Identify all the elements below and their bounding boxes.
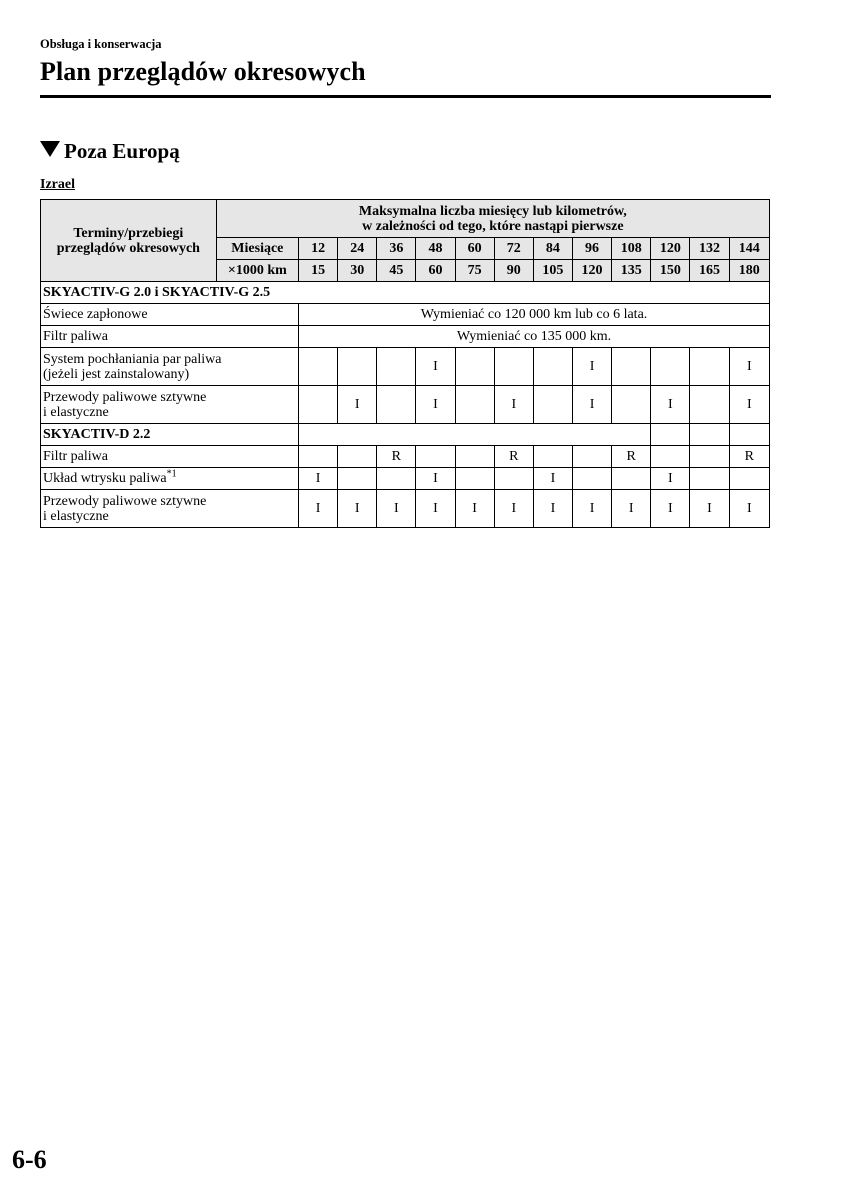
schedule-cell: I	[533, 490, 572, 528]
schedule-cell: R	[377, 446, 416, 468]
schedule-cell	[338, 446, 377, 468]
km-header-cell: 15	[299, 260, 338, 282]
title-divider	[40, 95, 771, 98]
schedule-cell: I	[572, 490, 611, 528]
km-header-cell: 45	[377, 260, 416, 282]
page-title: Plan przeglądów okresowych	[40, 57, 366, 86]
km-header-cell: 30	[338, 260, 377, 282]
km-header-cell: 90	[494, 260, 533, 282]
schedule-cell	[299, 386, 338, 424]
schedule-cell: I	[729, 348, 769, 386]
group-title-skyactiv-d: SKYACTIV-D 2.2	[41, 424, 299, 446]
row-label-fuel-filter-g: Filtr paliwa	[41, 326, 299, 348]
row-label-fuel-lines-d	[41, 490, 299, 528]
row-label-fuel-lines-g	[41, 386, 299, 424]
km-header-cell: 60	[416, 260, 455, 282]
month-header-cell: 72	[494, 238, 533, 260]
month-header-cell: 60	[455, 238, 494, 260]
schedule-cell	[338, 468, 377, 490]
schedule-cell: I	[299, 490, 338, 528]
schedule-cell	[690, 468, 729, 490]
max-interval-header-line1: Maksymalna liczba miesięcy lub kilometrów,	[358, 203, 627, 219]
schedule-cell: I	[690, 490, 729, 528]
section-label: Obsługa i konserwacja	[40, 37, 162, 51]
schedule-cell	[612, 348, 651, 386]
subsection-heading	[40, 139, 180, 164]
month-header-cell: 132	[690, 238, 729, 260]
schedule-cell	[455, 468, 494, 490]
max-interval-header-line2: w zależności od tego, które nastąpi pierwsze	[362, 218, 624, 234]
schedule-cell	[377, 386, 416, 424]
schedule-cell: I	[416, 490, 455, 528]
schedule-cell	[533, 348, 572, 386]
fuel-filter-g-interval: Wymieniać co 135 000 km.	[299, 326, 770, 348]
schedule-cell: I	[729, 386, 769, 424]
month-header-cell: 96	[572, 238, 611, 260]
row-label-injection-system	[41, 468, 299, 490]
km-header-cell: 120	[572, 260, 611, 282]
schedule-cell: I	[651, 468, 690, 490]
schedule-cell	[299, 348, 338, 386]
row-label-line1: Przewody paliwowe sztywne	[43, 389, 207, 405]
down-triangle-icon	[40, 141, 60, 157]
schedule-cell: I	[572, 348, 611, 386]
schedule-cell	[572, 468, 611, 490]
schedule-cell: I	[299, 468, 338, 490]
schedule-cell	[338, 348, 377, 386]
schedule-cell	[416, 446, 455, 468]
group-title-filler	[690, 424, 729, 446]
schedule-cell: R	[729, 446, 769, 468]
schedule-cell: R	[494, 446, 533, 468]
schedule-cell	[729, 468, 769, 490]
schedule-cell	[494, 348, 533, 386]
schedule-cell	[299, 446, 338, 468]
schedule-cell	[651, 348, 690, 386]
schedule-cell	[612, 468, 651, 490]
month-header-cell: 144	[729, 238, 769, 260]
schedule-cell	[690, 386, 729, 424]
months-label: Miesiące	[216, 238, 298, 260]
km-header-cell: 135	[612, 260, 651, 282]
page-number: 6-6	[12, 1145, 47, 1174]
group-title-filler	[729, 424, 769, 446]
schedule-cell	[533, 446, 572, 468]
schedule-cell	[455, 348, 494, 386]
row-label-fuel-filter-d: Filtr paliwa	[41, 446, 299, 468]
row-label-line1: Przewody paliwowe sztywne	[43, 493, 207, 509]
row-label-line2: (jeżeli jest zainstalowany)	[43, 366, 190, 382]
schedule-cell	[690, 446, 729, 468]
month-header-cell: 120	[651, 238, 690, 260]
schedule-cell: I	[651, 490, 690, 528]
km-header-cell: 150	[651, 260, 690, 282]
group-title-filler	[299, 424, 651, 446]
max-interval-header	[216, 200, 769, 238]
schedule-cell	[377, 348, 416, 386]
schedule-cell	[612, 386, 651, 424]
schedule-cell	[572, 446, 611, 468]
km-header-cell: 180	[729, 260, 769, 282]
schedule-cell	[455, 386, 494, 424]
schedule-cell	[533, 386, 572, 424]
month-header-cell: 84	[533, 238, 572, 260]
month-header-cell: 36	[377, 238, 416, 260]
schedule-cell	[651, 446, 690, 468]
schedule-cell: I	[533, 468, 572, 490]
schedule-cell: I	[455, 490, 494, 528]
schedule-cell: I	[338, 490, 377, 528]
row-label-line2: i elastyczne	[43, 508, 109, 524]
schedule-cell: I	[416, 386, 455, 424]
footnote-marker: *1	[166, 468, 177, 480]
row-label-header: Terminy/przebiegi przeglądów okresowych	[41, 200, 217, 282]
schedule-cell: I	[651, 386, 690, 424]
schedule-cell: I	[572, 386, 611, 424]
schedule-cell: I	[416, 348, 455, 386]
row-label-line1: System pochłaniania par paliwa	[43, 351, 222, 367]
schedule-cell: I	[494, 490, 533, 528]
month-header-cell: 24	[338, 238, 377, 260]
schedule-cell: I	[494, 386, 533, 424]
month-header-cell: 12	[299, 238, 338, 260]
schedule-cell: I	[338, 386, 377, 424]
row-label-evap-system	[41, 348, 299, 386]
month-header-cell: 108	[612, 238, 651, 260]
schedule-cell: I	[377, 490, 416, 528]
country-label: Izrael	[40, 177, 75, 192]
group-title-filler	[651, 424, 690, 446]
maintenance-schedule-table	[40, 199, 770, 528]
group-title-skyactiv-g: SKYACTIV-G 2.0 i SKYACTIV-G 2.5	[41, 282, 770, 304]
schedule-cell: I	[416, 468, 455, 490]
row-label-line2: i elastyczne	[43, 404, 109, 420]
spark-plugs-interval: Wymieniać co 120 000 km lub co 6 lata.	[299, 304, 770, 326]
schedule-cell	[690, 348, 729, 386]
subsection-title: Poza Europą	[64, 139, 180, 163]
schedule-cell: R	[612, 446, 651, 468]
km-header-cell: 75	[455, 260, 494, 282]
schedule-cell	[455, 446, 494, 468]
km-header-cell: 105	[533, 260, 572, 282]
schedule-cell: I	[729, 490, 769, 528]
km-label: ×1000 km	[216, 260, 298, 282]
schedule-cell	[377, 468, 416, 490]
month-header-cell: 48	[416, 238, 455, 260]
schedule-cell: I	[612, 490, 651, 528]
km-header-cell: 165	[690, 260, 729, 282]
row-label-text: Układ wtrysku paliwa	[43, 471, 167, 486]
schedule-cell	[494, 468, 533, 490]
row-label-spark-plugs: Świece zapłonowe	[41, 304, 299, 326]
